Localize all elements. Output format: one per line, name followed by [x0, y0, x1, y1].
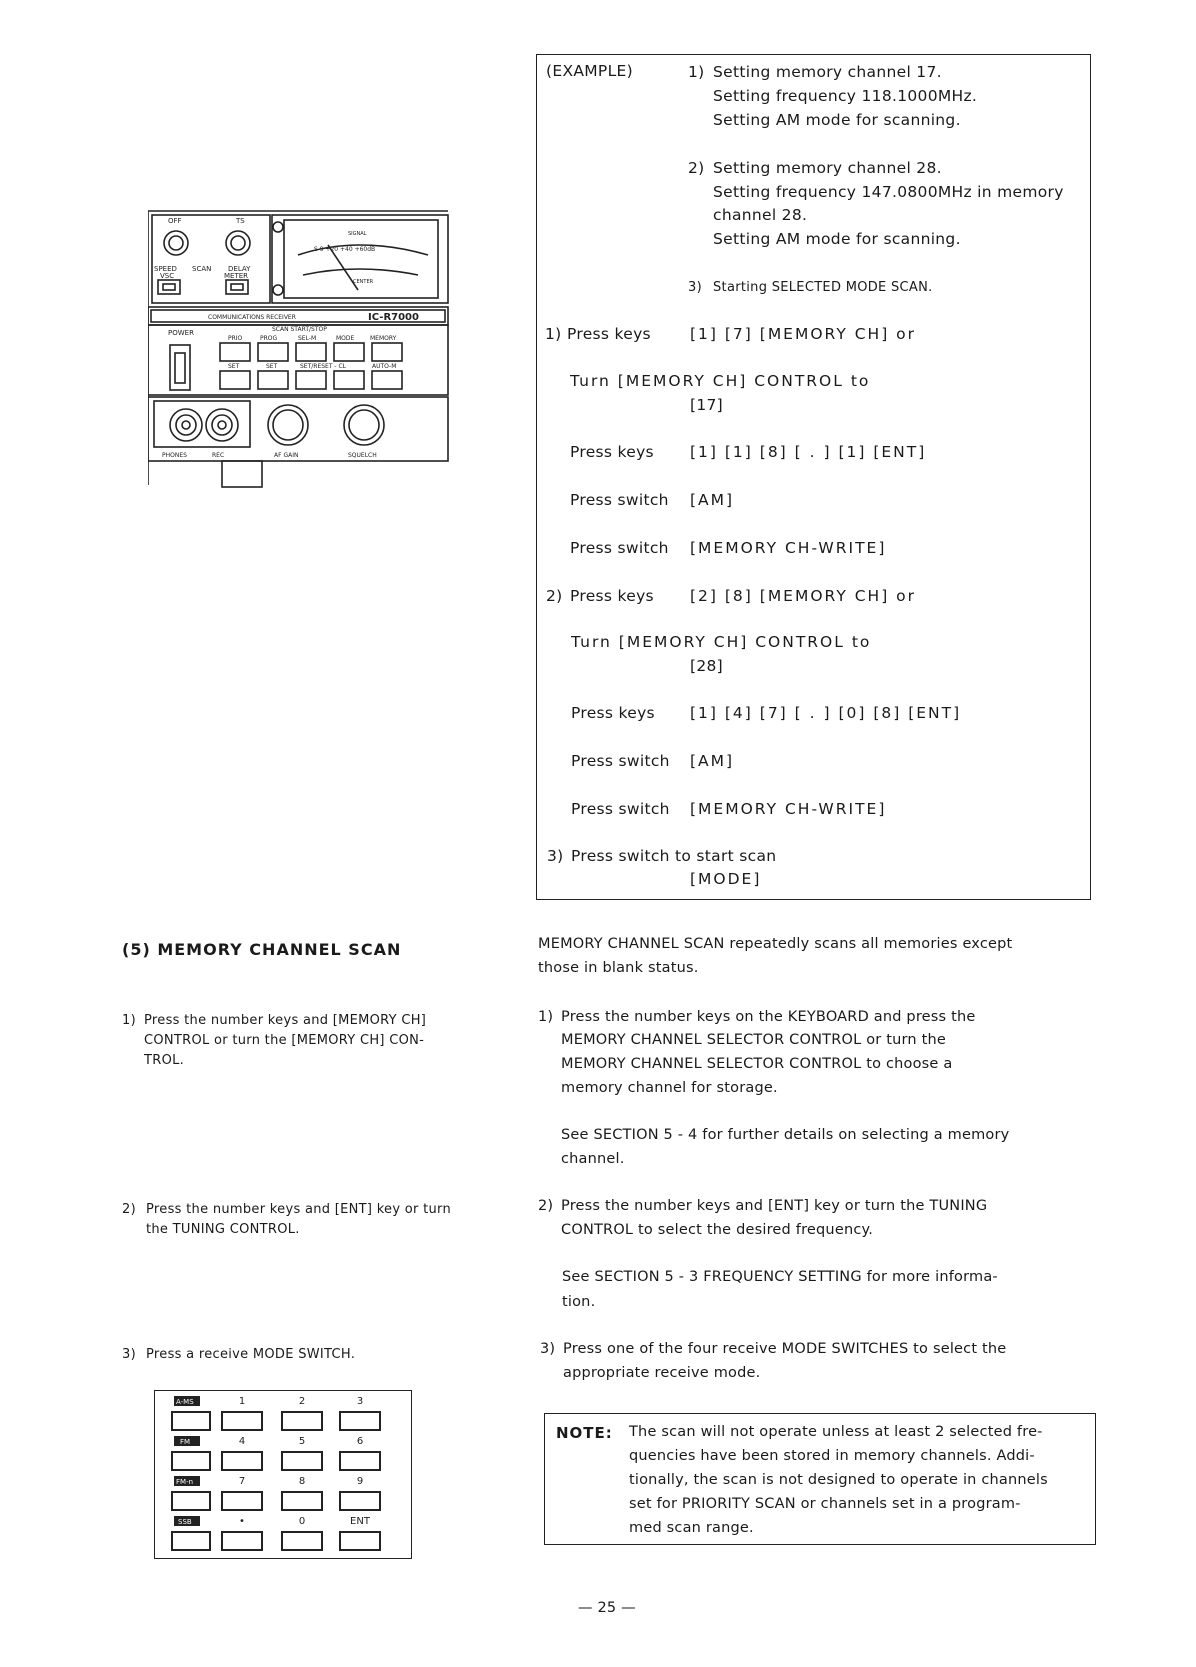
right-step-3-line-1: Press one of the four receive MODE SWITCHES to select the: [563, 1341, 1007, 1357]
receiver-front-panel-illustration: [148, 205, 453, 525]
label-scale: S 9 +20 +40 +60dB: [314, 246, 376, 253]
label-set2: SET: [266, 363, 278, 370]
example-item-2-line-1: Setting memory channel 28.: [713, 159, 942, 177]
step-5-action: Press switch: [570, 539, 669, 557]
key-button-9[interactable]: [340, 1492, 380, 1510]
example-item-2-line-2: Setting frequency 147.0800MHz in memory: [713, 183, 1064, 201]
label-speed: SPEED: [154, 265, 177, 273]
note-line-2: quencies have been stored in memory channels. Addi-: [629, 1448, 1035, 1464]
label-rec: REC: [212, 452, 225, 459]
page-number: — 25 —: [578, 1600, 636, 1616]
label-afgain: AF GAIN: [274, 452, 299, 459]
left-step-1-line-1: Press the number keys and [MEMORY CH]: [144, 1013, 427, 1028]
left-step-2-num: 2): [122, 1202, 136, 1217]
step-1-action: Press keys: [567, 325, 651, 343]
right-step-1-see-1: See SECTION 5 - 4 for further details on selecting a memory: [561, 1127, 1010, 1143]
label-brand: COMMUNICATIONS RECEIVER: [208, 314, 296, 321]
right-step-2-see-1: See SECTION 5 - 3 FREQUENCY SETTING for more informa-: [562, 1269, 998, 1285]
label-delay: DELAY: [228, 265, 251, 273]
key-button-2[interactable]: [282, 1412, 322, 1430]
right-step-1-num: 1): [538, 1009, 554, 1025]
label-prio: PRIO: [228, 335, 243, 342]
key-button-dot[interactable]: [222, 1532, 262, 1550]
label-memory: MEMORY: [370, 335, 397, 342]
label-power: POWER: [168, 329, 194, 337]
label-phones: PHONES: [162, 452, 187, 459]
label-off: OFF: [168, 217, 182, 225]
key-label-3: 3: [356, 1396, 364, 1407]
left-step-1-line-2: CONTROL or turn the [MEMORY CH] CON-: [144, 1033, 425, 1048]
key-label-dot: •: [239, 1516, 245, 1527]
note-label: NOTE:: [556, 1424, 613, 1442]
right-step-2-line-2: CONTROL to select the desired frequency.: [561, 1222, 874, 1238]
step-7-value: [28]: [690, 657, 724, 675]
example-item-3-num: 3): [688, 280, 702, 295]
example-item-2-num: 2): [688, 159, 705, 177]
note-line-1: The scan will not operate unless at least 2 selected fre-: [629, 1424, 1043, 1440]
step-7-action: Turn [MEMORY CH] CONTROL to: [571, 633, 872, 651]
key-button-0[interactable]: [282, 1532, 322, 1550]
step-3-action: Press keys: [570, 443, 654, 461]
example-item-1-line-2: Setting frequency 118.1000MHz.: [713, 87, 978, 105]
step-4-action: Press switch: [570, 491, 669, 509]
left-step-1-line-3: TROL.: [144, 1053, 185, 1068]
step-1-prefix: 1): [545, 325, 562, 343]
mode-button-fmn[interactable]: [172, 1492, 210, 1510]
key-button-5[interactable]: [282, 1452, 322, 1470]
step-11-value: [MODE]: [690, 870, 762, 888]
mode-label-fmn: FM-n: [176, 1478, 194, 1486]
keypad-graphic: [154, 1390, 412, 1558]
key-label-9: 9: [356, 1476, 364, 1487]
key-label-8: 8: [298, 1476, 306, 1487]
step-10-action: Press switch: [571, 800, 670, 818]
key-label-2: 2: [298, 1396, 306, 1407]
mode-button-ssb[interactable]: [172, 1532, 210, 1550]
step-6-keys: [2] [8] [MEMORY CH] or: [690, 587, 917, 605]
example-item-2-line-4: Setting AM mode for scanning.: [713, 230, 961, 248]
key-label-ent: ENT: [350, 1516, 370, 1527]
step-6-prefix: 2): [546, 587, 563, 605]
intro-line-2: those in blank status.: [538, 960, 699, 976]
key-button-6[interactable]: [340, 1452, 380, 1470]
right-step-1-line-2: MEMORY CHANNEL SELECTOR CONTROL or turn the: [561, 1032, 947, 1048]
note-line-4: set for PRIORITY SCAN or channels set in a program-: [629, 1496, 1021, 1512]
mode-button-am[interactable]: [172, 1412, 210, 1430]
step-3-keys: [1] [1] [8] [ . ] [1] [ENT]: [690, 443, 927, 461]
key-button-7[interactable]: [222, 1492, 262, 1510]
right-step-3-num: 3): [540, 1341, 556, 1357]
key-label-6: 6: [356, 1436, 364, 1447]
label-prog: PROG: [260, 335, 278, 342]
left-step-2-line-2: the TUNING CONTROL.: [146, 1222, 300, 1237]
right-step-3-line-2: appropriate receive mode.: [563, 1365, 761, 1381]
label-squelch: SQUELCH: [348, 452, 377, 459]
example-label: (EXAMPLE): [546, 62, 633, 80]
intro-line-1: MEMORY CHANNEL SCAN repeatedly scans all memories except: [538, 936, 1013, 952]
example-item-1-line-1: Setting memory channel 17.: [713, 63, 942, 81]
mode-label-fm: FM: [180, 1438, 191, 1446]
key-label-5: 5: [298, 1436, 306, 1447]
right-step-2-see-2: tion.: [562, 1294, 596, 1310]
label-meter: METER: [224, 272, 249, 280]
right-step-1-line-3: MEMORY CHANNEL SELECTOR CONTROL to choose a: [561, 1056, 953, 1072]
key-button-4[interactable]: [222, 1452, 262, 1470]
step-2-value: [17]: [690, 396, 724, 414]
key-label-4: 4: [238, 1436, 246, 1447]
right-step-1-line-4: memory channel for storage.: [561, 1080, 778, 1096]
label-scan: SCAN: [192, 265, 212, 273]
key-label-1: 1: [238, 1396, 246, 1407]
section-title: (5) MEMORY CHANNEL SCAN: [122, 940, 402, 959]
step-11-prefix: 3): [547, 847, 564, 865]
key-button-8[interactable]: [282, 1492, 322, 1510]
step-1-keys: [1] [7] [MEMORY CH] or: [690, 325, 917, 343]
right-step-1-line-1: Press the number keys on the KEYBOARD and press the: [561, 1009, 976, 1025]
step-8-keys: [1] [4] [7] [ . ] [0] [8] [ENT]: [690, 704, 962, 722]
label-set1: SET: [228, 363, 240, 370]
note-line-5: med scan range.: [629, 1520, 754, 1536]
step-6-action: Press keys: [570, 587, 654, 605]
step-5-keys: [MEMORY CH-WRITE]: [690, 539, 887, 557]
note-line-3: tionally, the scan is not designed to operate in channels: [629, 1472, 1048, 1488]
example-item-1-num: 1): [688, 63, 705, 81]
label-selm: SEL-M: [298, 335, 317, 342]
example-item-2-line-3: channel 28.: [713, 206, 808, 224]
example-item-3-line-1: Starting SELECTED MODE SCAN.: [713, 280, 933, 295]
right-step-2-num: 2): [538, 1198, 554, 1214]
mode-label-am: A-MS: [176, 1398, 194, 1406]
label-mode: MODE: [336, 335, 355, 342]
mode-button-fm[interactable]: [172, 1452, 210, 1470]
key-label-0: 0: [298, 1516, 306, 1527]
step-4-keys: [AM]: [690, 491, 735, 509]
example-box: [536, 54, 1091, 900]
label-center: CENTER: [353, 279, 374, 285]
key-label-7: 7: [238, 1476, 246, 1487]
example-item-1-line-3: Setting AM mode for scanning.: [713, 111, 961, 129]
key-button-ent[interactable]: [340, 1532, 380, 1550]
step-8-action: Press keys: [571, 704, 655, 722]
step-10-keys: [MEMORY CH-WRITE]: [690, 800, 887, 818]
label-scan-startstop: SCAN START/STOP: [272, 326, 327, 333]
step-9-keys: [AM]: [690, 752, 735, 770]
label-model: IC-R7000: [368, 312, 419, 323]
left-step-1-num: 1): [122, 1013, 136, 1028]
step-9-action: Press switch: [571, 752, 670, 770]
mode-label-ssb: SSB: [178, 1518, 192, 1526]
step-11-action: Press switch to start scan: [571, 847, 777, 865]
left-step-3-line-1: Press a receive MODE SWITCH.: [146, 1347, 356, 1362]
left-step-2-line-1: Press the number keys and [ENT] key or turn: [146, 1202, 451, 1217]
key-button-1[interactable]: [222, 1412, 262, 1430]
label-vsc: VSC: [160, 272, 175, 280]
key-button-3[interactable]: [340, 1412, 380, 1430]
label-signal: SIGNAL: [348, 231, 367, 237]
right-step-2-line-1: Press the number keys and [ENT] key or turn the TUNING: [561, 1198, 988, 1214]
left-step-3-num: 3): [122, 1347, 136, 1362]
label-setreset: SET/RESET - CL: [300, 363, 347, 370]
label-autom: AUTO-M: [372, 363, 397, 370]
right-step-1-see-2: channel.: [561, 1151, 625, 1167]
step-2-action: Turn [MEMORY CH] CONTROL to: [570, 372, 871, 390]
label-ts: TS: [236, 217, 245, 225]
